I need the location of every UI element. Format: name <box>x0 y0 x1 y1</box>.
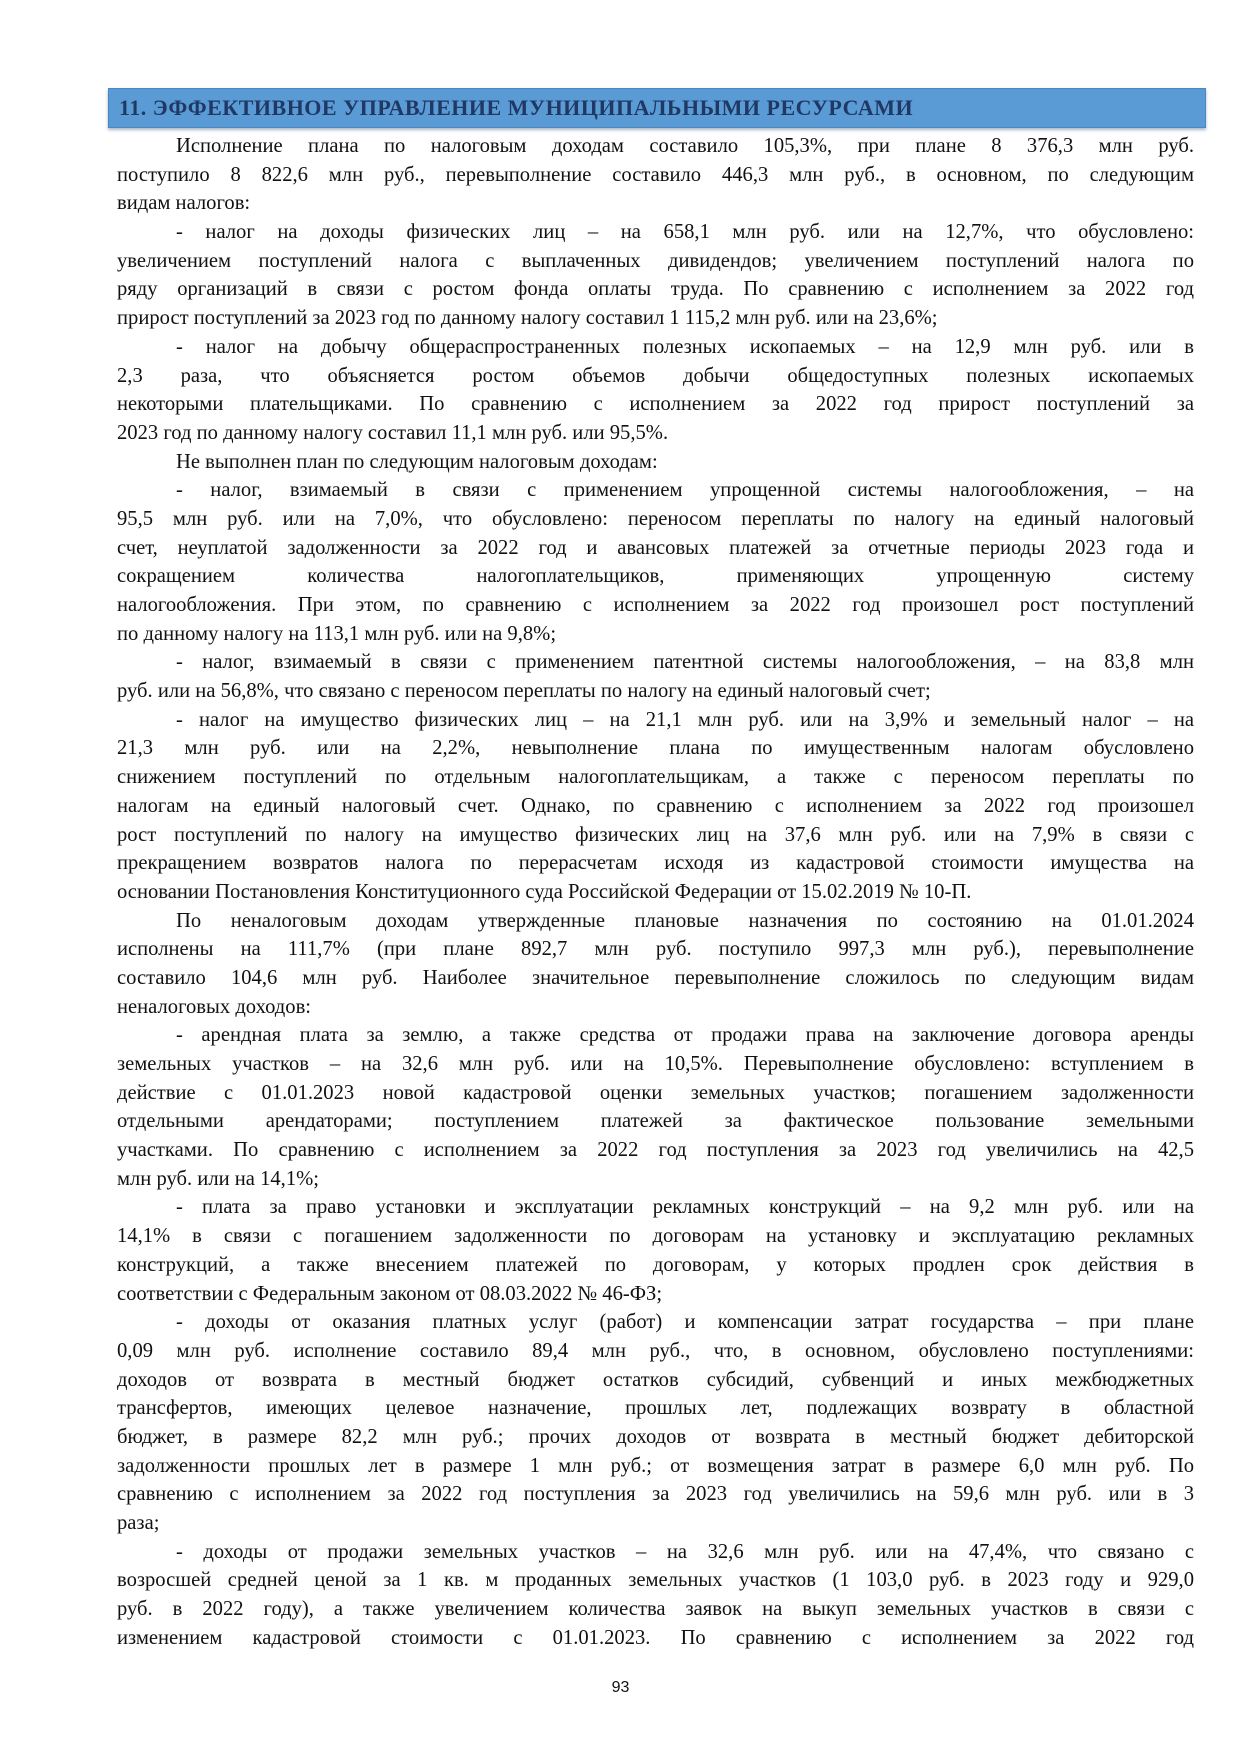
text-line: прирост поступлений за 2023 год по данному налогу составил 1 115,2 млн руб. или на 23,6%; <box>117 307 938 330</box>
text-line: бюджет, в размере 82,2 млн руб.; прочих доходов от возврата в местный бюджет дебиторской <box>117 1425 1194 1448</box>
text-line: видам налогов: <box>117 192 251 215</box>
text-line: рост поступлений по налогу на имущество физических лиц на 37,6 млн руб. или на 7,9% в связи с <box>117 823 1194 846</box>
text-line: ряду организаций в связи с ростом фонда оплаты труда. По сравнению с исполнением за 2022 год <box>117 278 1194 301</box>
page-number: 93 <box>611 1679 630 1696</box>
text-line: - плата за право установки и эксплуатации рекламных конструкций – на 9,2 млн руб. или на <box>176 1196 1194 1219</box>
paragraph <box>117 648 1194 705</box>
text-line: раза; <box>117 1512 160 1534</box>
text-line: млн руб. или на 14,1%; <box>117 1167 319 1190</box>
text-line: - арендная плата за землю, а также средства от продажи права на заключение договора аренды <box>176 1024 1194 1047</box>
text-line: сокращением количества налогоплательщиков, применяющих упрощенную систему <box>117 565 1194 588</box>
text-line: действие с 01.01.2023 новой кадастровой оценки земельных участков; погашением задолженности <box>117 1081 1194 1104</box>
text-line: 0,09 млн руб. исполнение составило 89,4 млн руб., что, в основном, обусловлено поступлениями: <box>117 1339 1194 1362</box>
paragraph <box>117 448 1194 477</box>
paragraph <box>117 1021 1194 1193</box>
text-line: неналоговых доходов: <box>117 995 312 1018</box>
text-line: участками. По сравнению с исполнением за 2022 год поступления за 2023 год увеличились на 42,5 <box>117 1139 1194 1162</box>
text-line: - налог на имущество физических лиц – на 21,1 млн руб. или на 3,9% и земельный налог – на <box>176 708 1194 731</box>
text-line: увеличением поступлений налога с выплаченных дивидендов; увеличением поступлений налога по <box>117 249 1194 272</box>
text-line: - доходы от продажи земельных участков – на 32,6 млн руб. или на 47,4%, что связано с <box>176 1540 1194 1563</box>
paragraph <box>117 333 1194 448</box>
paragraph <box>117 907 1194 1022</box>
document-body <box>117 132 1194 1652</box>
paragraph <box>117 1308 1194 1538</box>
text-line: - налог на доходы физических лиц – на 658,1 млн руб. или на 12,7%, что обусловлено: <box>176 221 1194 244</box>
text-line: - налог, взимаемый в связи с применением патентной системы налогообложения, – на 83,8 млн <box>176 651 1194 674</box>
text-line: налогам на единый налоговый счет. Однако, по сравнению с исполнением за 2022 год произошел <box>117 794 1194 817</box>
text-line: соответствии с Федеральным законом от 08.03.2022 № 46-ФЗ; <box>117 1282 663 1305</box>
text-line: 14,1% в связи с погашением задолженности по договорам на установку и эксплуатацию рекламных <box>117 1225 1194 1248</box>
text-line: доходов от возврата в местный бюджет остатков субсидий, субвенций и иных межбюджетных <box>117 1368 1194 1391</box>
text-line: налогообложения. При этом, по сравнению с исполнением за 2022 год произошел рост поступлений <box>117 594 1194 616</box>
section-title: 11. ЭФФЕКТИВНОЕ УПРАВЛЕНИЕ МУНИЦИПАЛЬНЫМИ РЕСУРСАМИ <box>119 95 914 120</box>
paragraph <box>117 132 1194 218</box>
text-line: трансфертов, имеющих целевое назначение, прошлых лет, подлежащих возврату в областной <box>117 1397 1194 1420</box>
text-line: прекращением возвратов налога по перерасчетам исходя из кадастровой стоимости имущества на <box>117 852 1194 875</box>
paragraph <box>117 706 1194 907</box>
text-line: По неналоговым доходам утвержденные плановые назначения по состоянию на 01.01.2024 <box>176 909 1194 932</box>
text-line: поступило 8 822,6 млн руб., перевыполнение составило 446,3 млн руб., в основном, по следующим <box>117 163 1194 186</box>
text-line: земельных участков – на 32,6 млн руб. или на 10,5%. Перевыполнение обусловлено: вступлением в <box>117 1053 1194 1075</box>
text-line: 2,3 раза, что объясняется ростом объемов добычи общедоступных полезных ископаемых <box>117 364 1194 387</box>
text-line: - налог, взимаемый в связи с применением упрощенной системы налогообложения, – на <box>176 479 1194 502</box>
paragraph <box>117 476 1194 648</box>
text-line: руб. или на 56,8%, что связано с переносом переплаты по налогу на единый налоговый счет; <box>117 680 931 703</box>
text-line: по данному налогу на 113,1 млн руб. или на 9,8%; <box>117 622 557 645</box>
paragraph <box>117 218 1194 333</box>
text-line: изменением кадастровой стоимости с 01.01.2023. По сравнению с исполнением за 2022 год <box>117 1626 1194 1649</box>
paragraph <box>117 1538 1194 1653</box>
text-line: - доходы от оказания платных услуг (работ) и компенсации затрат государства – при плане <box>176 1311 1194 1334</box>
text-line: Не выполнен план по следующим налоговым доходам: <box>176 450 658 473</box>
section-header <box>108 88 1206 128</box>
text-line: исполнены на 111,7% (при плане 892,7 млн руб. поступило 997,3 млн руб.), перевыполнение <box>117 938 1194 961</box>
text-line: снижением поступлений по отдельным налогоплательщикам, а также с переносом переплаты по <box>117 766 1194 789</box>
text-line: возросшей средней ценой за 1 кв. м проданных земельных участков (1 103,0 руб. в 2023 году и 929,0 <box>117 1569 1194 1592</box>
text-line: 95,5 млн руб. или на 7,0%, что обусловлено: переносом переплаты по налогу на единый налоговый <box>117 507 1194 530</box>
text-line: руб. в 2022 году), а также увеличением количества заявок на выкуп земельных участков в связи с <box>117 1598 1194 1621</box>
text-line: счет, неуплатой задолженности за 2022 год и авансовых платежей за отчетные периоды 2023 года и <box>117 536 1194 559</box>
text-line: Исполнение плана по налоговым доходам составило 105,3%, при плане 8 376,3 млн руб. <box>176 135 1194 157</box>
text-line: некоторыми плательщиками. По сравнению с исполнением за 2022 год прирост поступлений за <box>117 393 1194 416</box>
text-line: отдельными арендаторами; поступлением платежей за фактическое пользование земельными <box>117 1110 1194 1133</box>
text-line: - налог на добычу общераспространенных полезных ископаемых – на 12,9 млн руб. или в <box>176 335 1194 358</box>
text-line: конструкций, а также внесением платежей по договорам, у которых продлен срок действия в <box>117 1253 1194 1276</box>
text-line: задолженности прошлых лет в размере 1 млн руб.; от возмещения затрат в размере 6,0 млн руб. По <box>117 1454 1194 1477</box>
text-line: основании Постановления Конституционного суда Российской Федерации от 15.02.2019 № 10-П. <box>117 880 972 903</box>
text-line: сравнению с исполнением за 2022 год поступления за 2023 год увеличились на 59,6 млн руб. или в 3 <box>117 1483 1194 1506</box>
text-line: 21,3 млн руб. или на 2,2%, невыполнение плана по имущественным налогам обусловлено <box>117 737 1194 760</box>
text-line: составило 104,6 млн руб. Наиболее значительное перевыполнение сложилось по следующим видам <box>117 966 1194 989</box>
paragraph <box>117 1193 1194 1308</box>
text-line: 2023 год по данному налогу составил 11,1 млн руб. или 95,5%. <box>117 421 669 444</box>
